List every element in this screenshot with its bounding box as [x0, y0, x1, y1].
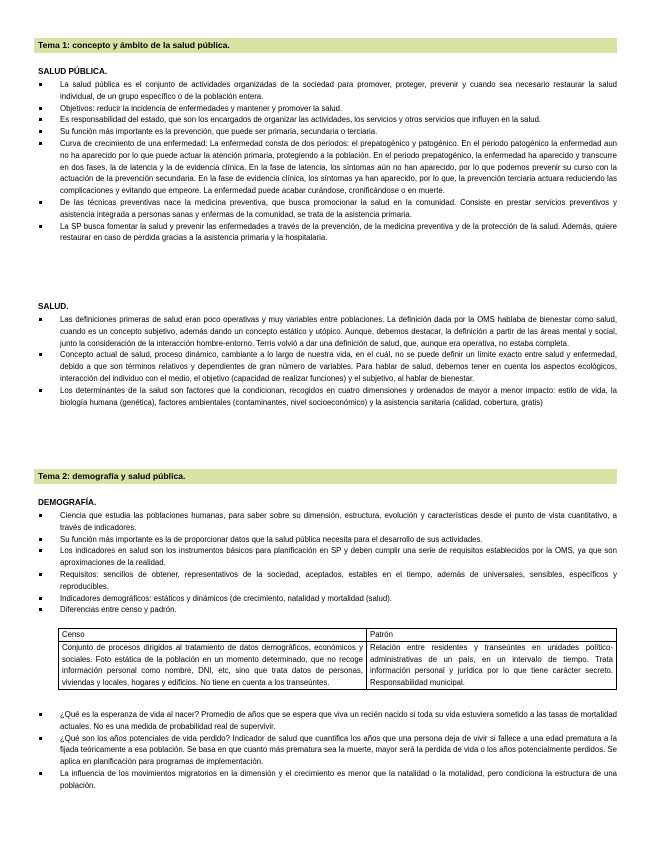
table-header-censo: Censo — [59, 629, 367, 642]
list-item: Diferencias entre censo y padrón. — [38, 604, 617, 616]
list-item: De las técnicas preventivas nace la medicina preventiva, que busca promocionar la salud en la comunidad. Consiste en prestar servicios preventivos y asistencia integrada a personas sanas y enfermas de la comunidad, se trata de la asistencia primaria. — [38, 197, 617, 221]
list-item: Requisitos: sencillos de obtener, representativos de la sociedad, aceptados, estables en el tiempo, además de universales, sensibles, específicos y reproducibles. — [38, 569, 617, 593]
list-item: Es responsabilidad del estado, que son los encargados de organizar las actividades, los servicios y otros servicios que influyen en la salud. — [38, 114, 617, 126]
list-item: Curva de crecimiento de una enfermedad: La enfermedad consta de dos periodos: el prepatogénico y patogénico. En el periodo patogénico la enfermedad aun no ha aparecido por lo que puede actuar la atención primaria, protegiendo a la población. En el periodo prepatogénico, la enfermedad ha aparecido y transcurre en dos fases, la de latencia y la de evidencia clínica. En la fase de latencia, los síntomas aún no han aparecido, por lo que podemos prevenir su curso con la actuación de la prevención secundaria. En la fase de evidencia clínica, los síntomas ya han aparecido, por lo que, la prevención terciaria actuara reduciendo las complicaciones y evitando que empeore. La enfermedad puede acabar curándose, cronificándose o en muerte. — [38, 138, 617, 197]
demografia-heading: DEMOGRAFÍA. — [38, 498, 97, 507]
list-item: Su función más importante es la de proporcionar datos que la salud pública necesita para el desarrollo de sus actividades. — [38, 534, 617, 546]
table-header-patron: Patrón — [367, 629, 617, 642]
salud-heading: SALUD. — [38, 302, 69, 311]
tema1-title-band — [34, 38, 617, 53]
list-item: Objetivos: reducir la incidencia de enfermedades y mantener y promover la salud. — [38, 103, 617, 115]
tema2-title: Tema 2: demografía y salud pública. — [38, 471, 186, 481]
list-item: Concepto actual de salud, proceso dinámico, cambiante a lo largo de nuestra vida, en el cuál, no se puede definir un límite exacto entre salud y enfermedad, debido a que son términos relativos y dependientes de gran número de variables. Para hablar de salud, debemos tener en cuenta los aspectos ecológicos, interacción del individuo con el medio, el objetivo (capacidad de realizar funciones) y el subjetivo, al hablar de bienestar. — [38, 349, 617, 384]
list-item: Ciencia que estudia las poblaciones humanas, para saber sobre su dimensión, estructura, evolución y características desde el punto de vista cuantitativo, a través de indicadores. — [38, 510, 617, 534]
list-item: Los indicadores en salud son los instrumentos básicos para planificación en SP y deben cumplir una serie de requisitos establecidos por la OMS, ya que son aproximaciones de la realidad. — [38, 545, 617, 569]
list-item: ¿Qué es la esperanza de vida al nacer? Promedio de años que se espera que viva un recién nacido si toda su vida estuviera sometido a las tasas de mortalidad actuales. No es una medida de probabilidad real de supervivir. — [38, 709, 617, 733]
table-cell-censo: Conjunto de procesos dirigidos al tratamiento de datos demográficos, económicos y sociales. Foto estática de la población en un momento determinado, que no recoge información personal como nombre, DNI, etc, sino que trata datos de personas, viviendas y locales, hogares y edificios. No tiene en cuenta a los transeúntes. — [59, 641, 367, 689]
list-item: La SP busca fomentar la salud y prevenir las enfermedades a través de la prevención, de la medicina preventiva y de la protección de la salud. Además, quiere restaurar en caso de perdida gracias a la asistencia primaria y la hospitalaria. — [38, 221, 617, 245]
demografia-list-continued — [38, 709, 617, 792]
table-cell-patron: Relación entre residentes y transeúntes en unidades político-administrativas de un país, en un intervalo de tiempo. Trata información personal y jurídica por lo que tiene carácter secreto. Responsabilidad municipal. — [367, 641, 617, 689]
censo-padron-table — [58, 628, 617, 690]
table-row — [59, 641, 617, 689]
list-item: La influencia de los movimientos migratorios en la dimensión y el crecimiento es menor que la natalidad o la motalidad, pero condiciona la estructura de una población. — [38, 768, 617, 792]
list-item: Las definiciones primeras de salud eran poco operativas y muy variables entre poblaciones. La definición dada por la OMS hablaba de bienestar como salud, cuando es un concepto subjetivo, además dando un concepto estático y utópico. Aunque, debemos destacar, la definición a partir de las áreas mental y social, junto la consideración de la interacción hombre-entorno. Terris volvió a dar una definición de salud, que, aunque era operativa, no estaba completa. — [38, 314, 617, 349]
salud-publica-heading: SALUD PÚBLICA. — [38, 67, 108, 76]
list-item: Su función más importante es la prevención, que puede ser primaria, secundaria o terciaria. — [38, 126, 617, 138]
list-item: ¿Qué son los años potenciales de vida perdido? Indicador de salud que cuantifica los años que una persona deja de vivir si fallece a una edad prematura a la fijada teóricamente a esa población. Se basa en que cuanto más prematura sea la muerte, mayor será la perdida de vida o los años potencialmente perdidos. Se aplica en planificación para programas de implementación. — [38, 733, 617, 768]
list-item: La salud pública es el conjunto de actividades organizadas de la sociedad para promover, proteger, prevenir y cuando sea necesario restaurar la salud individual, de un grupo específico o de la población entera. — [38, 79, 617, 103]
salud-publica-list — [38, 79, 617, 244]
tema2-title-band — [34, 469, 617, 484]
demografia-list — [38, 510, 617, 616]
salud-list — [38, 314, 617, 408]
tema1-title: Tema 1: concepto y ámbito de la salud pública. — [38, 40, 230, 50]
table-header-row — [59, 629, 617, 642]
list-item: Indicadores demográficos: estáticos y dinámicos (de crecimiento, natalidad y mortalidad (salud). — [38, 593, 617, 605]
list-item: Los determinantes de la salud son factores que la condicionan, recogidos en cuatro dimensiones y ordenados de mayor a menor impacto: estilo de vida, la biología humana (genética), factores ambientales (contaminantes, nivel socioeconómico) y la asistencia sanitaria (calidad, cobertura, gratis) — [38, 385, 617, 409]
